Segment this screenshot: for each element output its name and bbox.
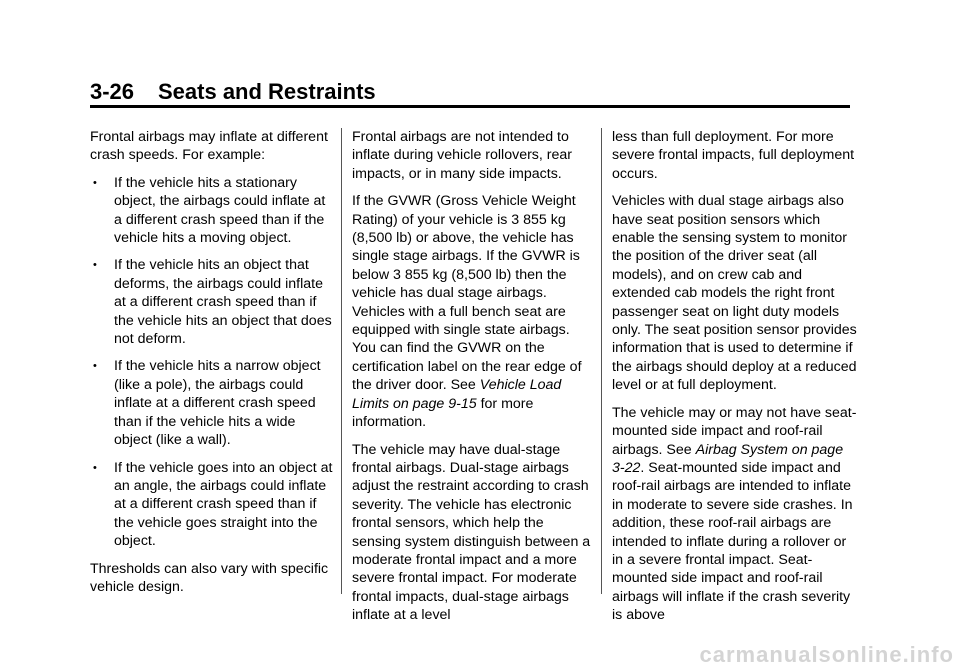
column-divider-2 (601, 128, 602, 594)
page-number: 3-26 (90, 79, 135, 104)
col1-intro: Frontal airbags may inflate at different crash speeds. For example: (90, 129, 328, 164)
col1-outro: Thresholds can also vary with specific vehicle design. (90, 560, 329, 595)
col2-p2-text: If the GVWR (Gross Vehicle Weight Rating) of your vehicle is 3 855 kg (8,500 lb) or above, the vehicle has single stage airbags. If the GVWR is below 3 855 kg (8,500 lb) then the vehicle has dual stage airbags. Vehicles with a full bench seat are equipped with single state airbags. You can find the GVWR on the certification label on the rear edge of the driver door. See (352, 193, 582, 394)
watermark: carmanualsonline.info (699, 642, 954, 667)
bullet-icon: • (93, 360, 97, 373)
col2-p2-tail: for more information. (352, 395, 534, 431)
airbag-system-link[interactable]: Airbag System on page 3-22 (612, 441, 844, 476)
list-item (90, 459, 334, 551)
col3-paragraph-1: less than full deployment. For more severe frontal impacts, full deployment occurs. (612, 129, 855, 182)
page-header (90, 80, 850, 104)
list-item (90, 256, 334, 348)
column-divider-1 (341, 128, 342, 594)
crash-speed-list (90, 174, 334, 551)
bullet-icon: • (93, 259, 97, 272)
col2-paragraph-3: The vehicle may have dual-stage frontal airbags. Dual-stage airbags adjust the restraint according to crash severity. The vehicle has electronic frontal sensors, which help the sensing system distinguish between a moderate frontal impact and a more severe frontal impact. For moderate frontal impacts, dual-stage airbags inflate at a level (352, 441, 591, 624)
list-item-text: If the vehicle goes into an object at an angle, the airbags could inflate at a different crash speed than if the vehicle goes straight into the object. (114, 459, 333, 550)
bullet-icon: • (93, 176, 97, 189)
vehicle-load-limits-link[interactable]: Vehicle Load Limits on page 9-15 (352, 377, 562, 412)
col3-paragraph-3 (612, 404, 858, 625)
list-item (90, 357, 334, 449)
list-item (90, 174, 334, 248)
col2-paragraph-1: Frontal airbags are not intended to inflate during vehicle rollovers, rear impacts, or in many side impacts. (352, 129, 573, 182)
col3-p3-text: The vehicle may or may not have seat-mounted side impact and roof-rail airbags. See (612, 404, 857, 458)
section-title: Seats and Restraints (158, 79, 376, 104)
list-item-text: If the vehicle hits a narrow object (like a pole), the airbags could inflate at a different crash speed than if the vehicle hits a wide object (like a wall). (114, 358, 321, 449)
bullet-icon: • (93, 461, 97, 474)
header-rule (90, 105, 850, 108)
column-2 (352, 128, 596, 634)
list-item-text: If the vehicle hits a stationary object, the airbags could inflate at a different crash speed than if the vehicle hits a moving object. (114, 174, 326, 247)
list-item-text: If the vehicle hits an object that deforms, the airbags could inflate at a different crash speed than if the vehicle hits an object that does not deform. (114, 257, 332, 348)
col3-paragraph-2: Vehicles with dual stage airbags also have seat position sensors which enable the sensing system to monitor the position of the driver seat (all models), and on crew cab and extended cab models the right front passenger seat on light duty models only. The seat position sensor provides information that is used to determine if the airbags should deploy at a reduced level or at full deployment. (612, 193, 857, 394)
column-1 (90, 128, 334, 605)
column-3 (612, 128, 858, 634)
col3-p3-tail: . Seat-mounted side impact and roof-rail airbags are intended to inflate in moderate to severe side crashes. In addition, these roof-rail airbags are intended to inflate during a rollover or in a severe frontal impact. Seat-mounted side impact and roof-rail airbags will inflate if the crash severity is above (612, 459, 853, 624)
col2-paragraph-2 (352, 192, 596, 431)
